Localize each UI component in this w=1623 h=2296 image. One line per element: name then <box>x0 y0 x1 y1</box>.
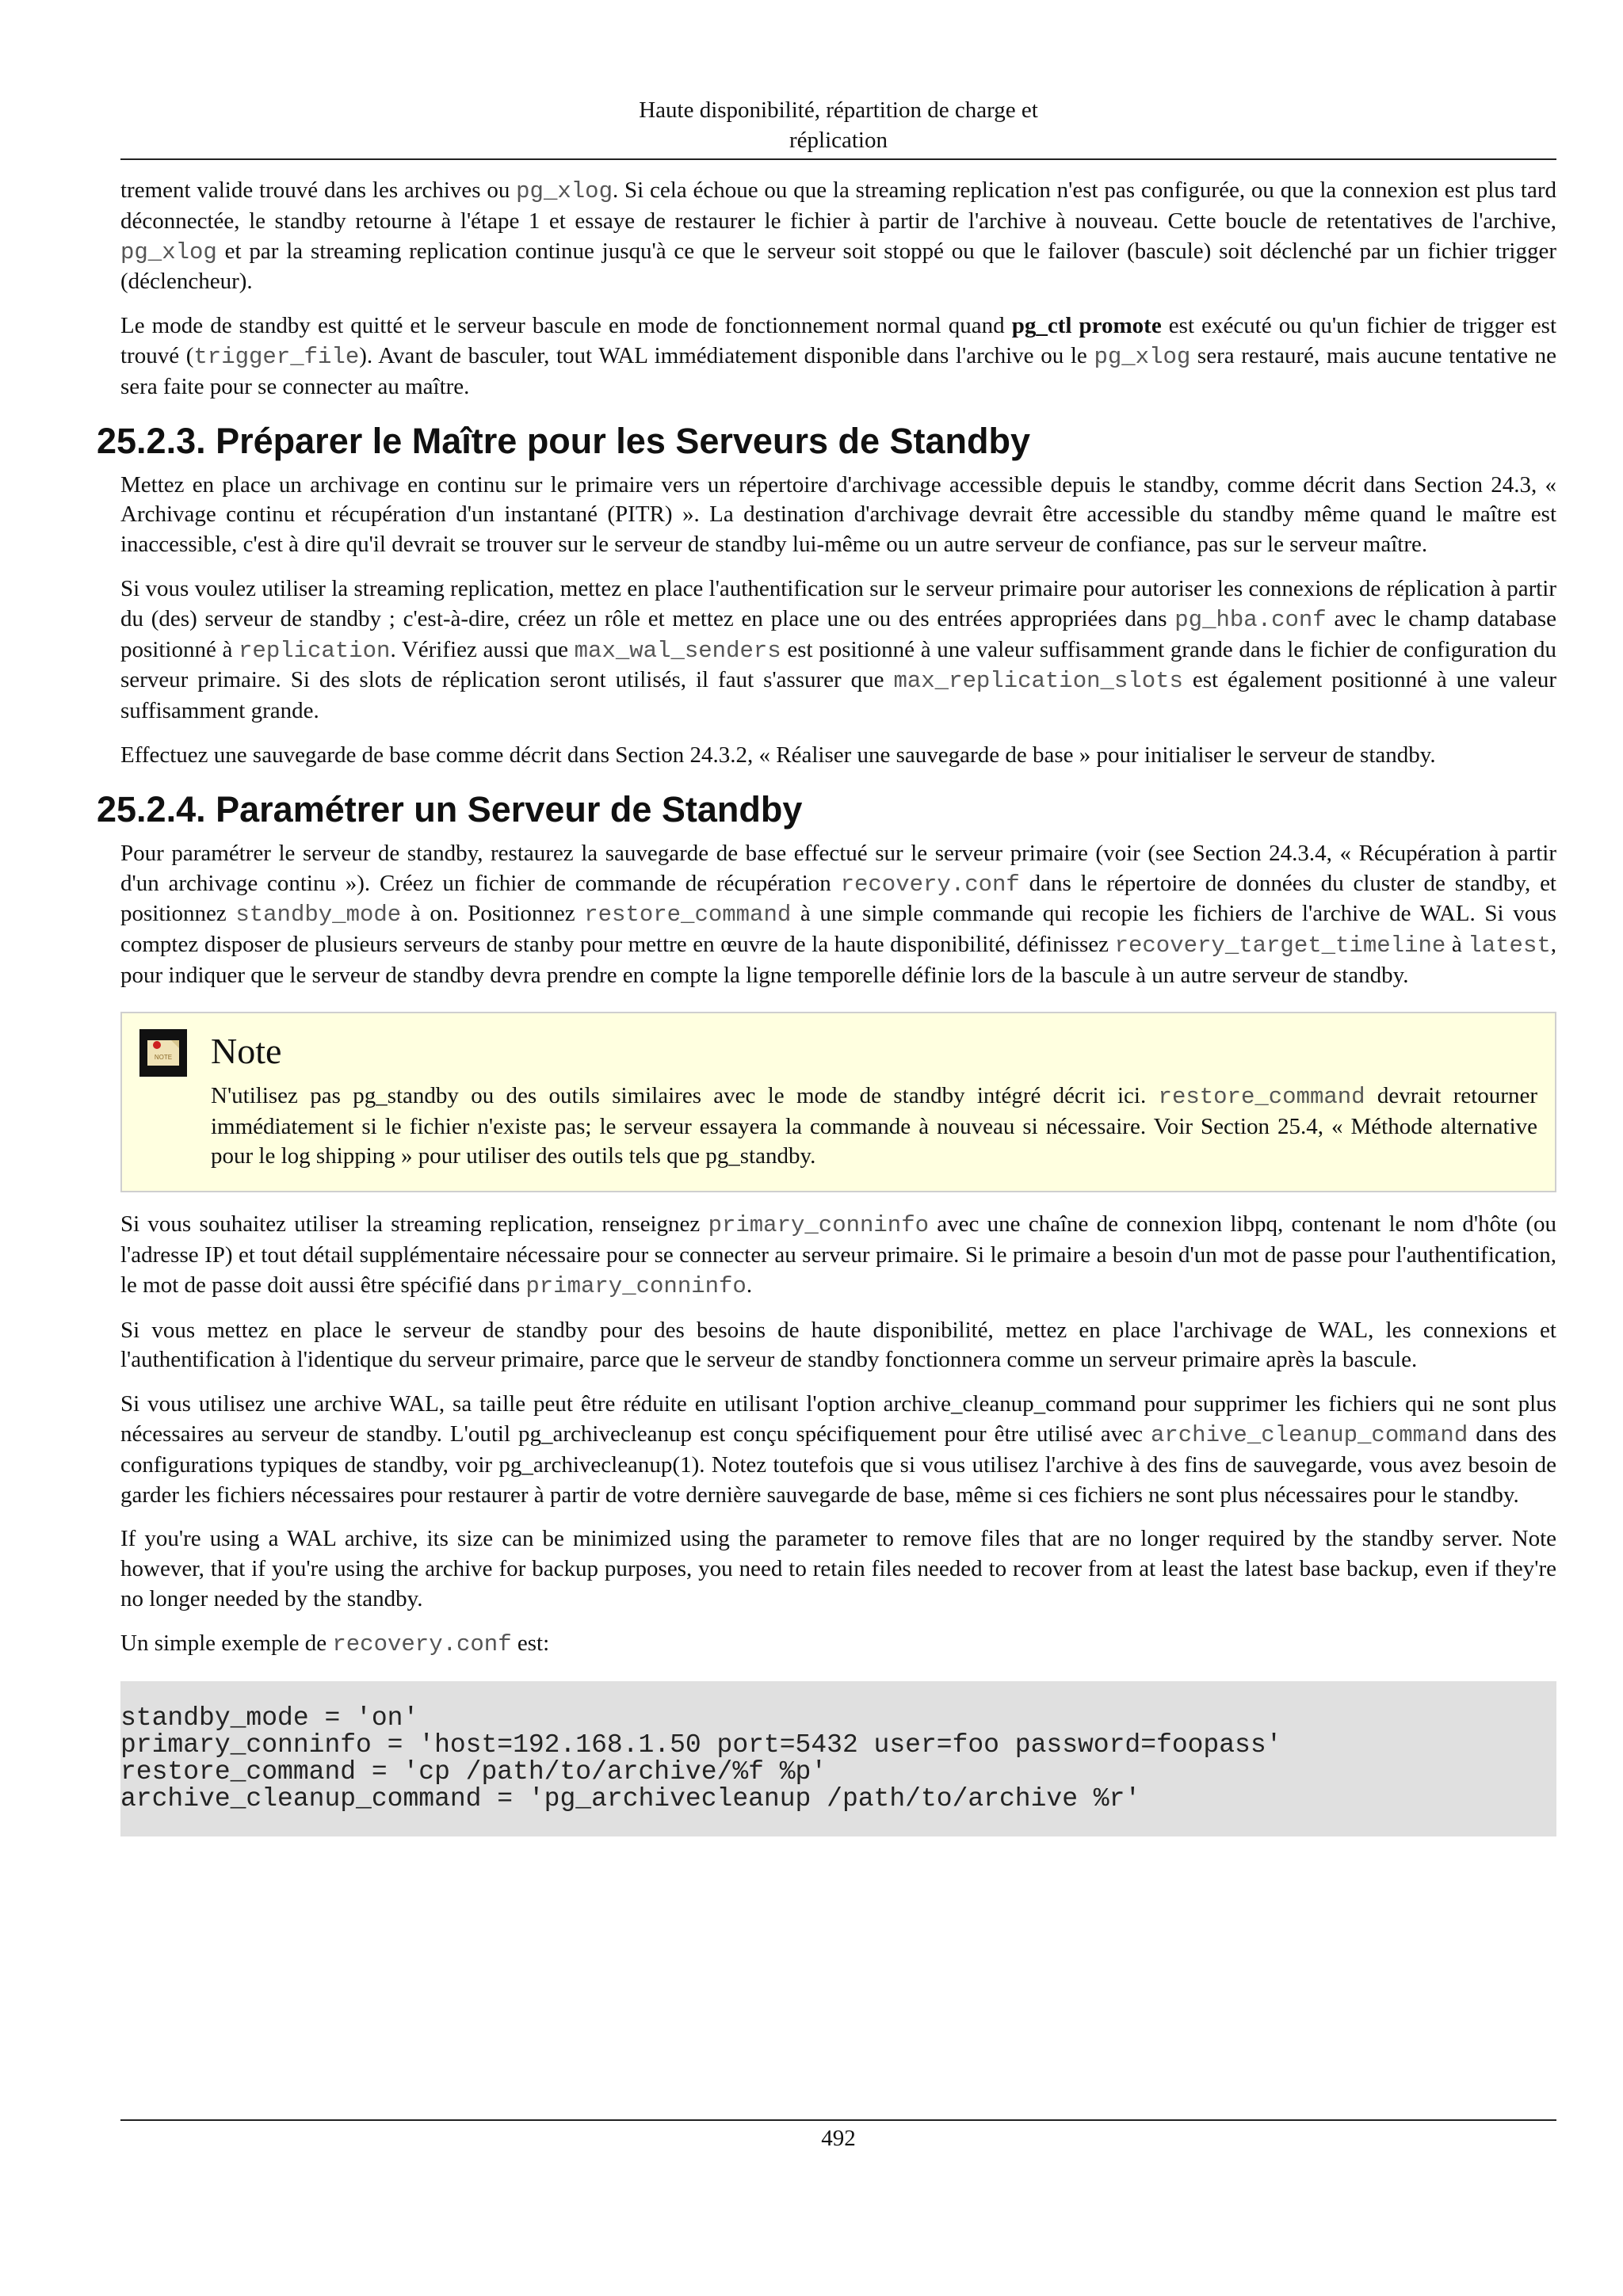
code-literal: primary_conninfo <box>525 1272 747 1299</box>
code-literal: primary_conninfo <box>708 1212 930 1239</box>
page-number: 492 <box>821 2126 856 2151</box>
text: Si vous souhaitez utiliser la streaming replication, renseignez <box>120 1211 708 1238</box>
note-text <box>211 1081 1537 1172</box>
code-literal: pg_xlog <box>1094 343 1191 370</box>
text: . <box>746 1272 753 1298</box>
section-heading-25-2-4: 25.2.4. Paramétrer un Serveur de Standby <box>97 788 803 830</box>
code-literal: latest <box>1468 933 1551 959</box>
text: avec une chaîne de connexion libpq, contenant le nom d'hôte (ou l'adresse IP) et tout détail supplémentaire nécessaire pour se connecter au serveur primaire. Si le primaire a besoin d'un mot de passe pour l'authentification, le mot de passe doit aussi être spécifié dans <box>120 1211 1556 1298</box>
note-icon-graphic <box>139 1029 187 1077</box>
page-footer <box>120 2119 1556 2154</box>
code-line: restore_command = 'cp /path/to/archive/%f %p' <box>120 1757 827 1787</box>
text: Le mode de standby est quitté et le serveur bascule en mode de fonctionnement normal quand <box>120 313 1012 339</box>
section-25-2-3-body <box>120 471 1556 771</box>
text: est également positionné à une valeur suffisamment grande. <box>120 667 1556 724</box>
code-literal: max_wal_senders <box>574 637 781 664</box>
section-254-paragraph-5: If you're using a WAL archive, its size can be minimized using the parameter to remove files that are no longer required by the standby server. Note however, that if you're using the archive for backup purposes, you need to retain files needed to recover from at least the latest base backup, even if they're no longer needed by the standby. <box>120 1526 1556 1611</box>
code-literal: recovery_target_timeline <box>1114 933 1446 959</box>
section-254-paragraph-3: Si vous mettez en place le serveur de standby pour des besoins de haute disponibilité, mettez en place l'archivage de WAL, les connexions et l'authentification à l'identique du serveur primaire, parce que le serveur de standby fonctionnera comme un serveur primaire après la bascule. <box>120 1317 1556 1373</box>
code-literal: replication <box>239 637 391 664</box>
text: ). Avant de basculer, tout WAL immédiatement disponible dans l'archive ou le <box>359 342 1094 368</box>
text: . Si cela échoue ou que la streaming replication n'est pas configurée, ou que la connexion est plus tard déconnectée, le standby retourne à l'étape 1 et essaye de restaurer le fichier à partir de l'archive à nouveau. Cette boucle de retentatives de l'archive, <box>120 177 1556 234</box>
text: Pour paramétrer le serveur de standby, restaurez la sauvegarde de base effectué sur le serveur primaire (voir (see Section 24.3.4, « Récupération à partir d'un archivage continu »). Créez un fichier de commande de récupération <box>120 840 1556 896</box>
text: N'utilisez pas pg_standby ou des outils similaires avec le mode de standby intégré décrit ici. <box>211 1082 1159 1108</box>
text: à on. Positionnez <box>401 901 585 927</box>
note-icon <box>139 1029 187 1077</box>
section-heading-25-2-3: 25.2.3. Préparer le Maître pour les Serveurs de Standby <box>97 420 1031 461</box>
section-254-paragraph-6 <box>120 1629 1556 1660</box>
note-content <box>211 1029 1537 1172</box>
section-253-paragraph-1: Mettez en place un archivage en continu sur le primaire vers un répertoire d'archivage accessible depuis le standby, comme décrit dans Section 24.3, « Archivage continu et récupération d'un instantané (PITR) ». La destination d'archivage devrait être accessible du standby même quand le maître est inaccessible, c'est à dire qu'il devrait se trouver sur le serveur de standby lui-même ou un autre serveur de confiance, pas sur le serveur maître. <box>120 471 1556 558</box>
section-254-paragraph-4 <box>120 1390 1556 1510</box>
section-253-paragraph-2 <box>120 574 1556 727</box>
section-254-paragraph-1 <box>120 839 1556 991</box>
text: Si vous utilisez une archive WAL, sa taille peut être réduite en utilisant l'option archive_cleanup_command pour supprimer les fichiers qui ne sont plus nécessaires au serveur de standby. L'outil pg_archivecleanup est conçu spécifiquement pour être utilisé avec <box>120 1391 1556 1447</box>
text: . Vérifiez aussi que <box>390 636 575 662</box>
intro-paragraph-1 <box>120 176 1556 297</box>
running-header <box>120 95 1556 160</box>
text: est positionné à une valeur suffisamment grande dans le fichier de configuration du serveur primaire. Si des slots de réplication seront utilisés, il faut s'assurer que <box>120 636 1557 693</box>
code-literal: recovery.conf <box>332 1630 512 1657</box>
code-literal: restore_command <box>584 902 792 929</box>
text: et par la streaming replication continue jusqu'à ce que le serveur soit stoppé ou que le failover (bascule) soit déclenché par un fichier trigger (déclencheur). <box>120 238 1556 295</box>
code-literal: max_replication_slots <box>893 668 1183 695</box>
note-admonition <box>120 1012 1556 1192</box>
command-name: pg_ctl promote <box>1011 313 1162 339</box>
text: est: <box>511 1630 550 1656</box>
text: Un simple exemple de <box>120 1630 333 1656</box>
recovery-conf-example <box>120 1681 1556 1836</box>
section-253-paragraph-3: Effectuez une sauvegarde de base comme décrit dans Section 24.3.2, « Réaliser une sauvegarde de base » pour initialiser le serveur de standby. <box>120 742 1436 768</box>
section-25-2-4-body <box>120 839 1556 1837</box>
intro-paragraph-2 <box>120 311 1556 402</box>
text: est exécuté ou qu'un fichier de trigger est trouvé ( <box>120 313 1556 368</box>
code-literal: recovery.conf <box>840 871 1020 898</box>
section-254-paragraph-2 <box>120 1210 1556 1301</box>
code-literal: pg_xlog <box>516 178 613 204</box>
intro-block <box>120 176 1556 402</box>
text: à une simple commande qui recopie les fichiers de l'archive de WAL. Si vous comptez disposer de plusieurs serveurs de stanby pour mettre en œuvre de la haute disponibilité, définissez <box>120 901 1556 958</box>
text: , pour indiquer que le serveur de standby devra prendre en compte la ligne temporelle définie lors de la bascule à un autre serveur de standby. <box>120 932 1556 988</box>
code-literal: trigger_file <box>193 343 360 370</box>
code-literal: archive_cleanup_command <box>1150 1421 1468 1448</box>
text: Si vous voulez utiliser la streaming replication, mettez en place l'authentification sur le serveur primaire pour autoriser les connexions de réplication à partir du (des) serveur de standby ; c'est-à-dire, créez un rôle et mettez en place une ou des entrées appropriées dans <box>120 575 1556 631</box>
header-title-line-2: réplication <box>789 128 888 153</box>
after-note-block <box>120 1210 1556 1659</box>
text: sera restauré, mais aucune tentative ne sera faite pour se connecter au maître. <box>120 342 1557 399</box>
text: devrait retourner immédiatement si le fichier n'existe pas; le serveur essayera la commande à nouveau si nécessaire. Voir Section 25.4, « Méthode alternative pour le log shipping » pour utiliser des outils tels que pg_standby. <box>211 1082 1537 1169</box>
header-title-line-1: Haute disponibilité, répartition de charge et <box>639 97 1038 123</box>
code-line: archive_cleanup_command = 'pg_archivecleanup /path/to/archive %r' <box>120 1784 1141 1814</box>
text: avec le champ database positionné à <box>120 605 1556 662</box>
code-literal: pg_hba.conf <box>1174 606 1327 633</box>
document-page <box>97 95 1557 1836</box>
text: dans des configurations typiques de standby, voir pg_archivecleanup(1). Notez toutefois que si vous utilisez l'archive à des fins de sauvegarde, vous avez besoin de garder les fichiers nécessaires pour restaurer à partir de votre dernière sauvegarde de base, même si ces fichiers ne sont plus nécessaires pour le standby. <box>120 1421 1556 1508</box>
note-title: Note <box>211 1030 282 1071</box>
text: dans le répertoire de données du cluster de standby, et positionnez <box>120 870 1556 927</box>
note-icon-label: NOTE <box>154 1053 173 1061</box>
text: à <box>1445 932 1468 958</box>
text: trement valide trouvé dans les archives ou <box>120 177 517 203</box>
code-line: primary_conninfo = 'host=192.168.1.50 port=5432 user=foo password=foopass' <box>120 1730 1282 1760</box>
code-literal: restore_command <box>1158 1083 1365 1110</box>
code-line: standby_mode = 'on' <box>120 1703 419 1733</box>
code-literal: standby_mode <box>235 902 402 929</box>
code-literal: pg_xlog <box>120 238 217 265</box>
